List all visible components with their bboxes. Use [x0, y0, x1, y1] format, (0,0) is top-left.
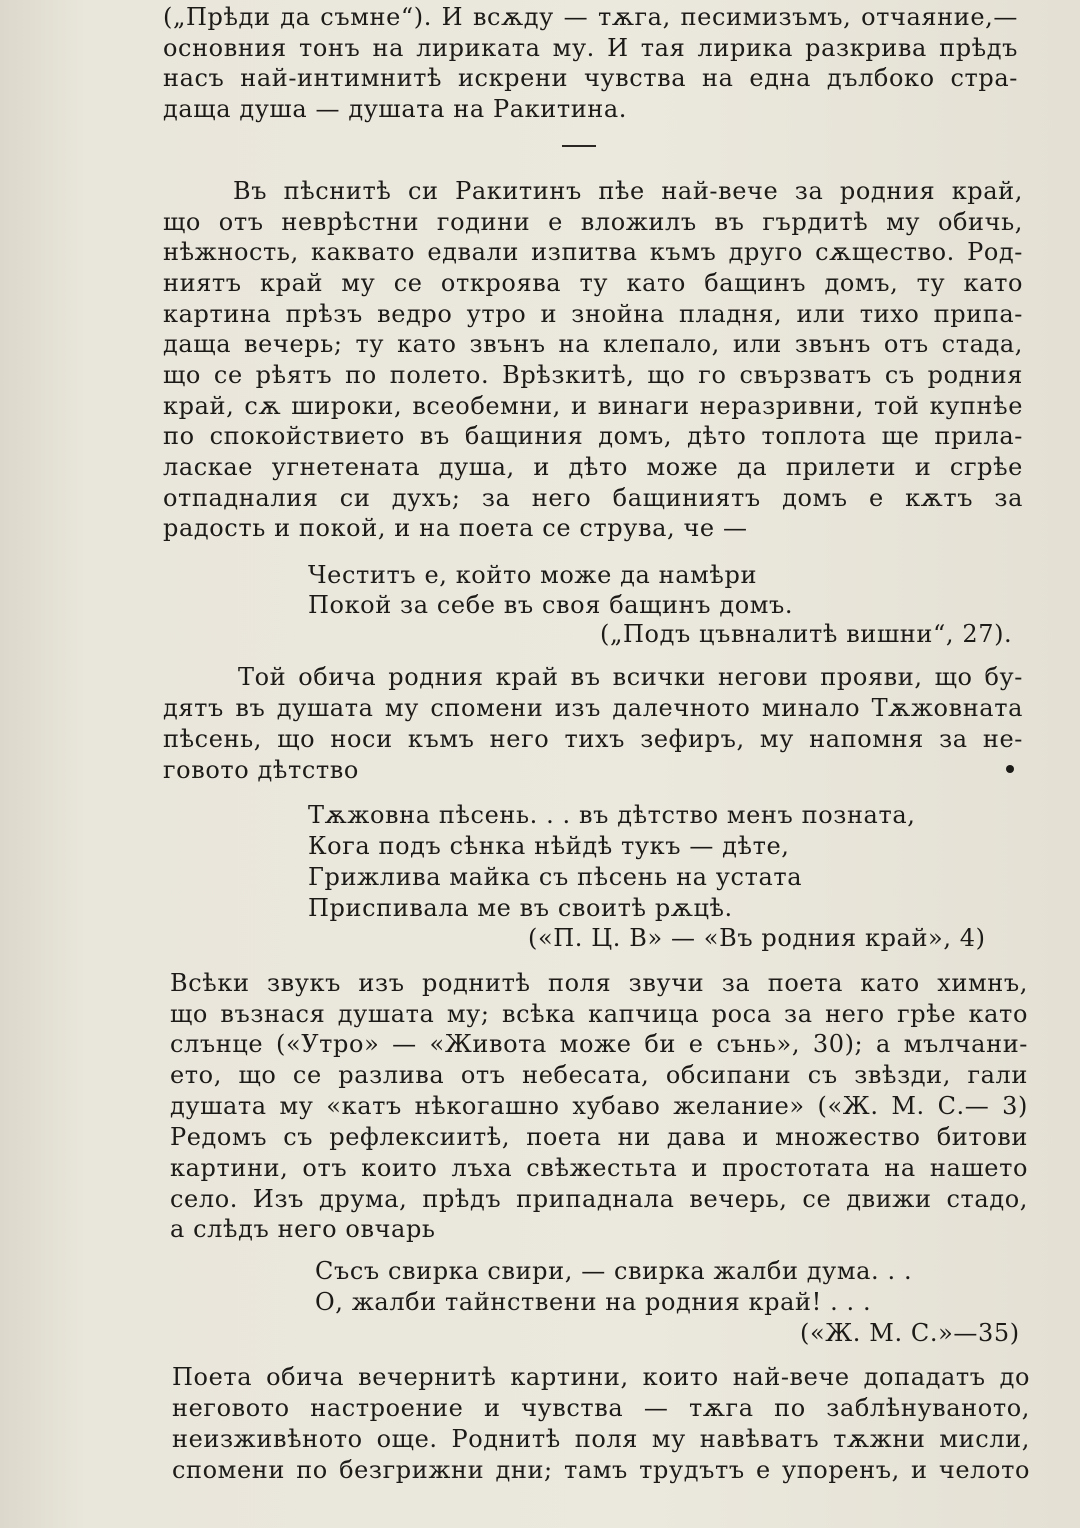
- ink-dot: [1006, 765, 1014, 773]
- text-line: даща душа — душата на Ракитина.: [163, 95, 628, 123]
- text-line: що се рѣятъ по полето. Врѣзкитѣ, що го свързватъ съ родния: [163, 361, 1023, 389]
- citation: («Ж. М. С.»—35): [800, 1319, 1020, 1347]
- text-line: спомени по безгрижни дни; тамъ трудътъ е упоренъ, и челото: [172, 1456, 1030, 1484]
- text-line: а слѣдъ него овчарь: [170, 1215, 436, 1243]
- poem-line: Покой за себе въ своя бащинъ домъ.: [308, 591, 794, 619]
- poem-line: Честитъ е, който може да намѣри: [308, 561, 758, 589]
- poem-line: О, жалби тайнствени на родния край! . . .: [315, 1288, 872, 1316]
- text-line: говото дѣтство: [163, 756, 359, 784]
- poem-line: Тѫжовна пѣсень. . . въ дѣтство менъ позната,: [308, 801, 916, 829]
- text-line: Редомъ съ рефлексиитѣ, поета ни дава и множество битови: [170, 1123, 1028, 1151]
- citation: («П. Ц. В» — «Въ родния край», 4): [528, 924, 986, 952]
- text-line: неизживѣното още. Роднитѣ поля му навѣватъ тѫжни мисли,: [172, 1425, 1030, 1453]
- text-line: дятъ въ душата му спомени изъ далечното минало Тѫжовната: [163, 694, 1023, 722]
- poem-line: Кога подъ сѣнка нѣйдѣ тукъ — дѣте,: [308, 832, 790, 860]
- text-line: край, сѫ широки, всеобемни, и винаги неразривни, той купнѣе: [163, 392, 1023, 420]
- text-line: по спокойствието въ бащиния домъ, дѣто топлота ще прила-: [163, 422, 1023, 450]
- text-line: Всѣки звукъ изъ роднитѣ поля звучи за поета като химнъ,: [170, 969, 1028, 997]
- text-line: отпадналия си духъ; за него бащиниятъ домъ е кѫтъ за: [163, 484, 1023, 512]
- poem-line: Грижлива майка съ пѣсень на устата: [308, 863, 803, 891]
- text-line: („Прѣди да съмне“). И всѫду — тѫга, песимизъмъ, отчаяние,—: [163, 3, 1018, 31]
- text-line: ласкае угнетената душа, и дѣто може да прилети и сгрѣе: [163, 453, 1023, 481]
- text-line: неговото настроение и чувства — тѫга по заблѣнуваното,: [172, 1394, 1030, 1422]
- poem-line: Приспивала ме въ своитѣ рѫцѣ.: [308, 894, 733, 922]
- text-line: ето, що се разлива отъ небесата, обсипани съ звѣзди, гали: [170, 1061, 1028, 1089]
- text-line: пѣсень, що носи къмъ него тихъ зефиръ, му напомня за не-: [163, 725, 1023, 753]
- text-line: Въ пѣснитѣ си Ракитинъ пѣе най-вече за родния край,: [233, 177, 1023, 205]
- text-line: що отъ неврѣстни години е вложилъ въ гърдитѣ му обичь,: [163, 208, 1023, 236]
- text-line: картина прѣзъ ведро утро и знойна пладня, или тихо припа-: [163, 300, 1023, 328]
- text-line: насъ най-интимнитѣ искрени чувства на една дълбоко стра-: [163, 64, 1018, 92]
- poem-line: Съсъ свирка свири, — свирка жалби дума. . .: [315, 1257, 913, 1285]
- text-line: душата му «катъ нѣкогашно хубаво желание» («Ж. М. С.— 3): [170, 1092, 1028, 1120]
- text-line: нѣжность, каквато едвали изпитва къмъ друго сѫщество. Род-: [163, 238, 1023, 266]
- text-line: Поета обича вечернитѣ картини, които най-вече допадатъ до: [172, 1363, 1030, 1391]
- citation: („Подъ цъвналитѣ вишни“, 27).: [600, 620, 1013, 648]
- text-line: ниятъ край му се откроява ту като бащинъ домъ, ту като: [163, 269, 1023, 297]
- text-line: Той обича родния край въ всички негови прояви, що бу-: [238, 663, 1023, 691]
- text-line: картини, отъ които лъха свѣжестьта и простотата на нашето: [170, 1154, 1028, 1182]
- text-line: слънце («Утро» — «Живота може би е сънь», 30); а мълчани-: [170, 1030, 1028, 1058]
- section-divider: [562, 145, 596, 147]
- text-line: даща вечерь; ту като звънъ на клепало, или звънъ отъ стада,: [163, 330, 1023, 358]
- text-line: основния тонъ на лириката му. И тая лирика разкрива прѣдъ: [163, 34, 1018, 62]
- text-line: що възнася душата му; всѣка капчица роса за него грѣе като: [170, 1000, 1028, 1028]
- text-line: радость и покой, и на поета се струва, че —: [163, 514, 748, 542]
- text-line: село. Изъ друма, прѣдъ припаднала вечерь, се движи стадо,: [170, 1185, 1028, 1213]
